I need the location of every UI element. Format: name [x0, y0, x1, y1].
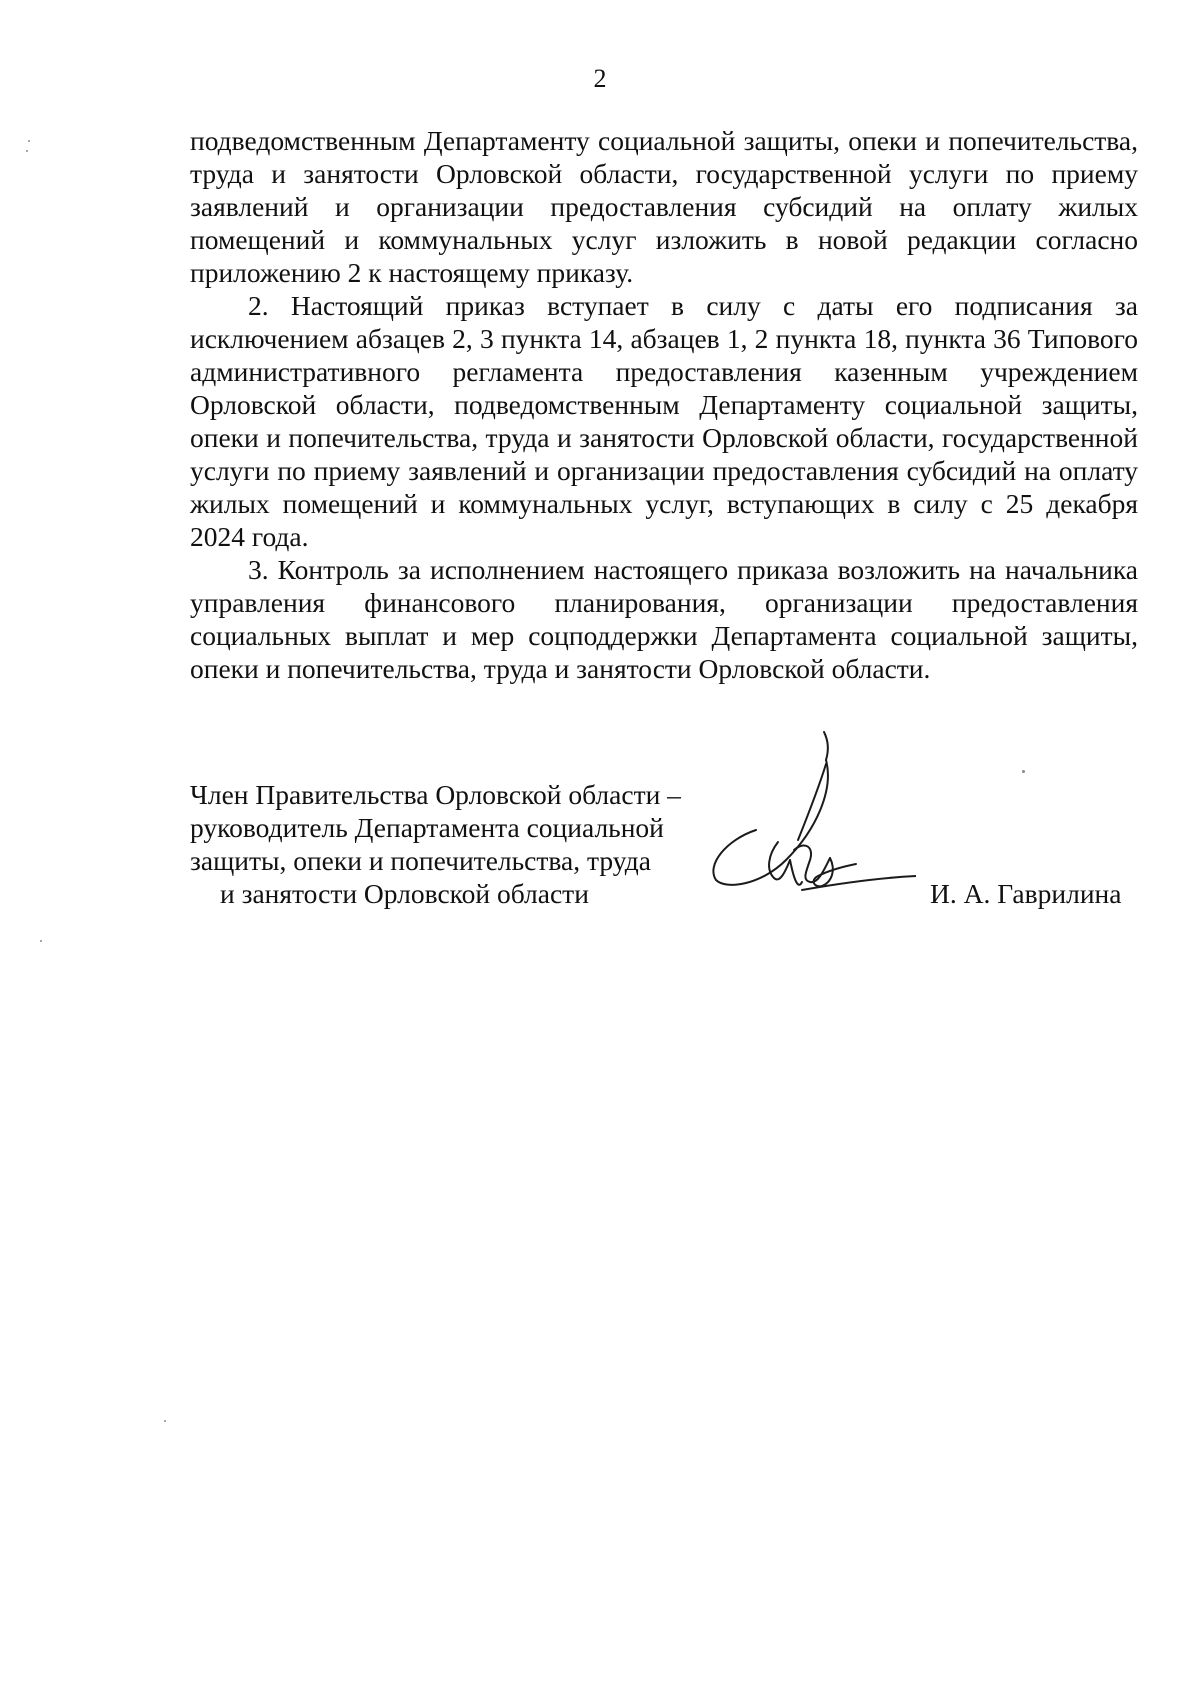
scan-speck [28, 140, 30, 142]
position-line: и занятости Орловской области [220, 878, 589, 909]
paragraph-item-3: 3. Контроль за исполнением настоящего приказа возложить на начальника управления финансового планирования, организации предоставления социальных выплат и мер соцподдержки Департамента социальной защиты, опеки и попечительства, труда и занятости Орловской области. [190, 554, 1138, 684]
scan-speck [26, 150, 28, 152]
signatory-position [190, 778, 681, 910]
position-line: руководитель Департамента социальной [190, 812, 664, 843]
scan-speck [40, 940, 42, 942]
position-line: Член Правительства Орловской области – [190, 779, 681, 810]
document-body [190, 124, 1138, 685]
handwritten-signature-icon [706, 730, 916, 920]
signer-name: И. А. Гаврилина [930, 878, 1122, 909]
position-line: защиты, опеки и попечительства, труда [190, 845, 651, 876]
paragraph-continuation: подведомственным Департаменту социальной защиты, опеки и попечительства, труда и занятости Орловской области, государственной услуги по приему заявлений и организации предоставления субсидий на оплату жилых помещений и коммунальных услуг изложить в новой редакции согласно приложению 2 к настоящему приказу. [190, 125, 1138, 288]
page-number: 2 [593, 64, 607, 93]
scan-speck [164, 1420, 166, 1422]
scan-speck [1022, 770, 1025, 773]
paragraph-item-2: 2. Настоящий приказ вступает в силу с даты его подписания за исключением абзацев 2, 3 пункта 14, абзацев 1, 2 пункта 18, пункта 36 Типового административного регламента предоставления казенным учреждением Орловской области, подведомственным Департаменту социальной защиты, опеки и попечительства, труда и занятости Орловской области, государственной услуги по приему заявлений и организации предоставления субсидий на оплату жилых помещений и коммунальных услуг, вступающих в силу с 25 декабря 2024 года. [190, 290, 1138, 552]
